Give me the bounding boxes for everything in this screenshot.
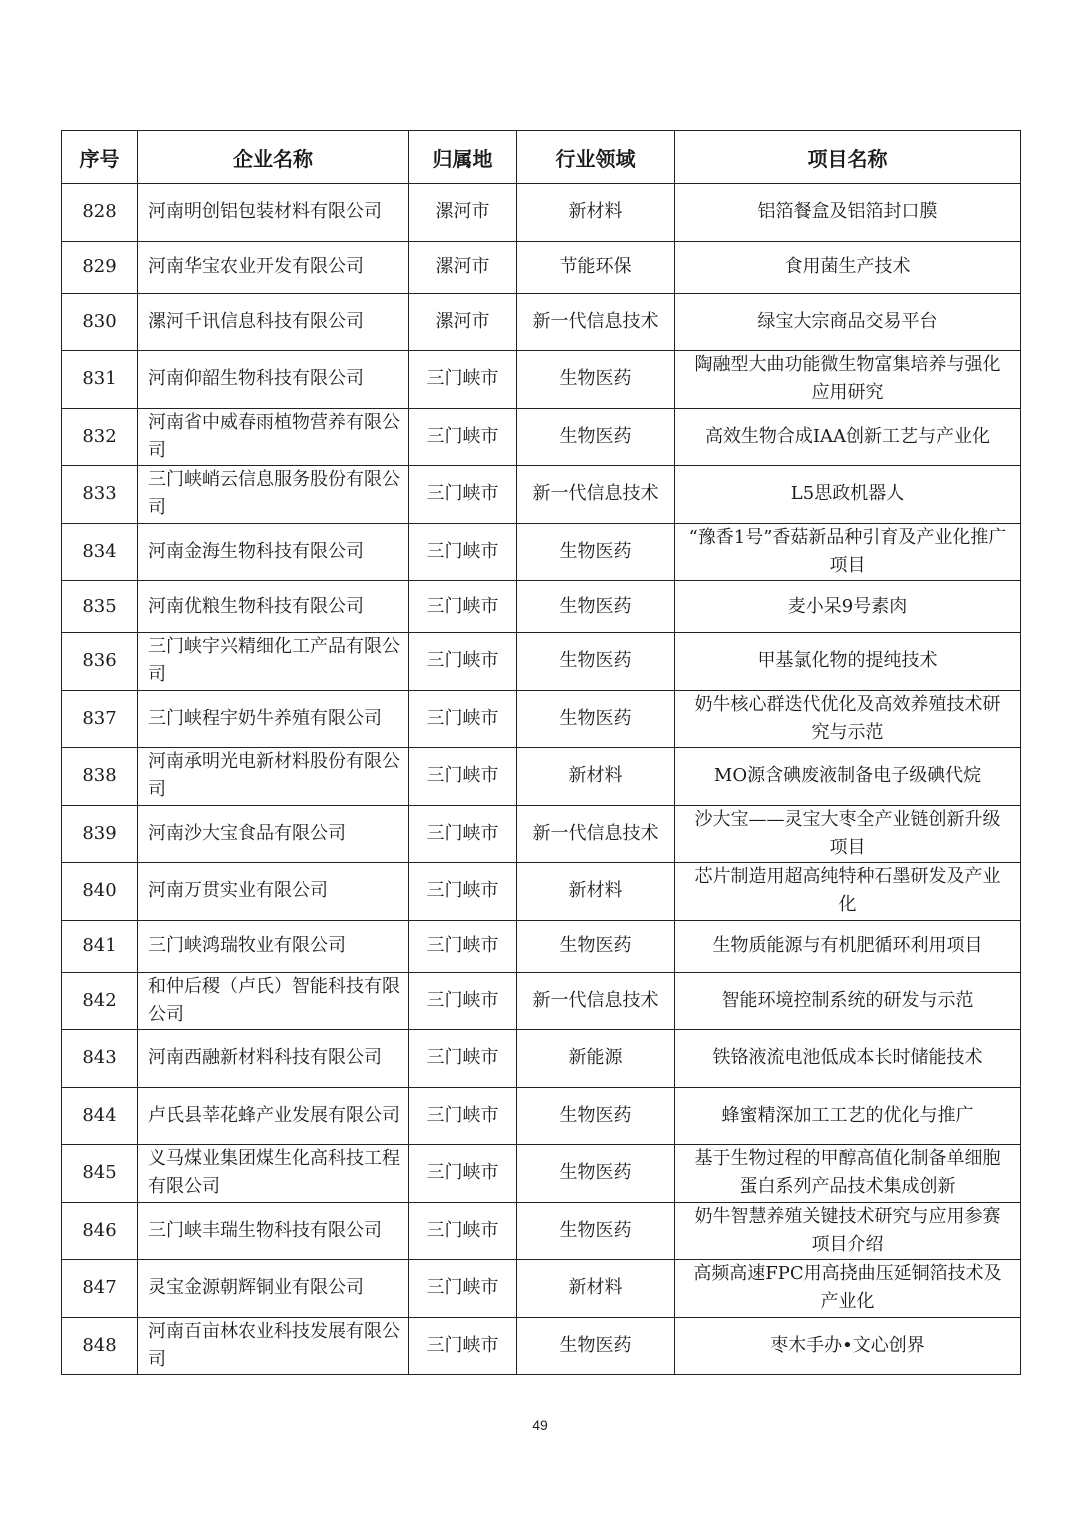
table-row xyxy=(62,184,1021,242)
cell-company: 三门峡峭云信息服务股份有限公司 xyxy=(138,466,409,524)
cell-project: 铝箔餐盒及铝箔封口膜 xyxy=(675,184,1021,242)
cell-project: 食用菌生产技术 xyxy=(675,241,1021,293)
cell-industry: 生物医药 xyxy=(517,1145,675,1203)
cell-industry: 生物医药 xyxy=(517,920,675,972)
cell-company: 三门峡宇兴精细化工产品有限公司 xyxy=(138,633,409,691)
cell-seq: 845 xyxy=(62,1145,138,1203)
cell-industry: 生物医药 xyxy=(517,633,675,691)
cell-city: 三门峡市 xyxy=(409,633,517,691)
table-row xyxy=(62,633,1021,691)
cell-project: 生物质能源与有机肥循环利用项目 xyxy=(675,920,1021,972)
cell-industry: 生物医药 xyxy=(517,690,675,748)
cell-city: 三门峡市 xyxy=(409,1030,517,1088)
cell-company: 三门峡丰瑞生物科技有限公司 xyxy=(138,1202,409,1260)
cell-seq: 841 xyxy=(62,920,138,972)
table-row xyxy=(62,1030,1021,1088)
table-row xyxy=(62,805,1021,863)
cell-industry: 新一代信息技术 xyxy=(517,466,675,524)
cell-project: 麦小呆9号素肉 xyxy=(675,581,1021,633)
table-row xyxy=(62,293,1021,351)
cell-city: 漯河市 xyxy=(409,293,517,351)
cell-project: 奶牛核心群迭代优化及高效养殖技术研究与示范 xyxy=(675,690,1021,748)
cell-seq: 830 xyxy=(62,293,138,351)
table-row xyxy=(62,581,1021,633)
cell-project: 甲基氯化物的提纯技术 xyxy=(675,633,1021,691)
table-body xyxy=(62,184,1021,1375)
cell-company: 河南明创铝包装材料有限公司 xyxy=(138,184,409,242)
cell-company: 河南仰韶生物科技有限公司 xyxy=(138,351,409,409)
header-industry: 行业领域 xyxy=(517,131,675,184)
cell-project: 基于生物过程的甲醇高值化制备单细胞蛋白系列产品技术集成创新 xyxy=(675,1145,1021,1203)
cell-seq: 843 xyxy=(62,1030,138,1088)
cell-project: 陶融型大曲功能微生物富集培养与强化应用研究 xyxy=(675,351,1021,409)
table-row xyxy=(62,690,1021,748)
table-row xyxy=(62,1145,1021,1203)
table-row xyxy=(62,920,1021,972)
cell-project: 高频高速FPC用高挠曲压延铜箔技术及产业化 xyxy=(675,1260,1021,1318)
cell-company: 义马煤业集团煤生化高科技工程有限公司 xyxy=(138,1145,409,1203)
cell-seq: 848 xyxy=(62,1317,138,1375)
cell-city: 三门峡市 xyxy=(409,408,517,466)
cell-industry: 生物医药 xyxy=(517,1087,675,1145)
cell-company: 灵宝金源朝辉铜业有限公司 xyxy=(138,1260,409,1318)
cell-seq: 844 xyxy=(62,1087,138,1145)
table-row xyxy=(62,408,1021,466)
cell-seq: 833 xyxy=(62,466,138,524)
cell-city: 三门峡市 xyxy=(409,748,517,806)
table-row xyxy=(62,466,1021,524)
cell-company: 河南百亩林农业科技发展有限公司 xyxy=(138,1317,409,1375)
cell-project: L5思政机器人 xyxy=(675,466,1021,524)
cell-project: 芯片制造用超高纯特种石墨研发及产业化 xyxy=(675,863,1021,921)
cell-seq: 837 xyxy=(62,690,138,748)
cell-city: 三门峡市 xyxy=(409,523,517,581)
cell-city: 三门峡市 xyxy=(409,1087,517,1145)
cell-company: 漯河千讯信息科技有限公司 xyxy=(138,293,409,351)
cell-industry: 节能环保 xyxy=(517,241,675,293)
cell-industry: 新材料 xyxy=(517,748,675,806)
table-row xyxy=(62,748,1021,806)
cell-city: 三门峡市 xyxy=(409,1202,517,1260)
cell-company: 和仲后稷（卢氏）智能科技有限公司 xyxy=(138,972,409,1030)
cell-project: 蜂蜜精深加工工艺的优化与推广 xyxy=(675,1087,1021,1145)
cell-seq: 839 xyxy=(62,805,138,863)
cell-industry: 生物医药 xyxy=(517,351,675,409)
cell-city: 三门峡市 xyxy=(409,972,517,1030)
header-city: 归属地 xyxy=(409,131,517,184)
table-row xyxy=(62,1202,1021,1260)
cell-seq: 831 xyxy=(62,351,138,409)
cell-industry: 新材料 xyxy=(517,1260,675,1318)
cell-company: 三门峡程宇奶牛养殖有限公司 xyxy=(138,690,409,748)
cell-project: 智能环境控制系统的研发与示范 xyxy=(675,972,1021,1030)
cell-project: 高效生物合成IAA创新工艺与产业化 xyxy=(675,408,1021,466)
table-row xyxy=(62,351,1021,409)
table-header-row xyxy=(62,131,1021,184)
table-row xyxy=(62,523,1021,581)
cell-company: 河南承明光电新材料股份有限公司 xyxy=(138,748,409,806)
cell-city: 漯河市 xyxy=(409,241,517,293)
cell-city: 三门峡市 xyxy=(409,1145,517,1203)
cell-city: 三门峡市 xyxy=(409,920,517,972)
page-number: 49 xyxy=(532,1417,548,1433)
cell-seq: 828 xyxy=(62,184,138,242)
cell-seq: 835 xyxy=(62,581,138,633)
project-table xyxy=(61,130,1021,1375)
cell-industry: 新一代信息技术 xyxy=(517,972,675,1030)
cell-company: 河南万贯实业有限公司 xyxy=(138,863,409,921)
cell-city: 三门峡市 xyxy=(409,690,517,748)
cell-industry: 生物医药 xyxy=(517,1317,675,1375)
table-row xyxy=(62,241,1021,293)
cell-industry: 新一代信息技术 xyxy=(517,293,675,351)
cell-seq: 829 xyxy=(62,241,138,293)
cell-industry: 新材料 xyxy=(517,184,675,242)
cell-project: 奶牛智慧养殖关键技术研究与应用参赛项目介绍 xyxy=(675,1202,1021,1260)
table-row xyxy=(62,1087,1021,1145)
cell-company: 河南华宝农业开发有限公司 xyxy=(138,241,409,293)
cell-city: 三门峡市 xyxy=(409,466,517,524)
cell-industry: 新材料 xyxy=(517,863,675,921)
cell-industry: 生物医药 xyxy=(517,523,675,581)
cell-industry: 生物医药 xyxy=(517,408,675,466)
project-table-container xyxy=(61,130,1020,1375)
cell-industry: 生物医药 xyxy=(517,581,675,633)
cell-industry: 生物医药 xyxy=(517,1202,675,1260)
cell-city: 漯河市 xyxy=(409,184,517,242)
cell-project: MO源含碘废液制备电子级碘代烷 xyxy=(675,748,1021,806)
cell-city: 三门峡市 xyxy=(409,863,517,921)
table-row xyxy=(62,972,1021,1030)
header-project: 项目名称 xyxy=(675,131,1021,184)
cell-company: 三门峡鸿瑞牧业有限公司 xyxy=(138,920,409,972)
cell-project: 枣木手办•文心创界 xyxy=(675,1317,1021,1375)
cell-seq: 832 xyxy=(62,408,138,466)
cell-seq: 834 xyxy=(62,523,138,581)
cell-project: 绿宝大宗商品交易平台 xyxy=(675,293,1021,351)
cell-company: 河南西融新材料科技有限公司 xyxy=(138,1030,409,1088)
cell-company: 河南金海生物科技有限公司 xyxy=(138,523,409,581)
cell-seq: 840 xyxy=(62,863,138,921)
cell-city: 三门峡市 xyxy=(409,805,517,863)
cell-seq: 838 xyxy=(62,748,138,806)
cell-seq: 846 xyxy=(62,1202,138,1260)
cell-project: 铁铬液流电池低成本长时储能技术 xyxy=(675,1030,1021,1088)
cell-company: 河南优粮生物科技有限公司 xyxy=(138,581,409,633)
cell-industry: 新一代信息技术 xyxy=(517,805,675,863)
cell-seq: 836 xyxy=(62,633,138,691)
cell-project: “豫香1号”香菇新品种引育及产业化推广项目 xyxy=(675,523,1021,581)
table-row xyxy=(62,863,1021,921)
header-seq: 序号 xyxy=(62,131,138,184)
cell-seq: 842 xyxy=(62,972,138,1030)
cell-city: 三门峡市 xyxy=(409,351,517,409)
cell-industry: 新能源 xyxy=(517,1030,675,1088)
header-company: 企业名称 xyxy=(138,131,409,184)
cell-company: 河南省中威春雨植物营养有限公司 xyxy=(138,408,409,466)
table-row xyxy=(62,1317,1021,1375)
cell-city: 三门峡市 xyxy=(409,1260,517,1318)
cell-city: 三门峡市 xyxy=(409,581,517,633)
cell-project: 沙大宝——灵宝大枣全产业链创新升级项目 xyxy=(675,805,1021,863)
cell-company: 卢氏县莘花蜂产业发展有限公司 xyxy=(138,1087,409,1145)
cell-company: 河南沙大宝食品有限公司 xyxy=(138,805,409,863)
table-row xyxy=(62,1260,1021,1318)
cell-seq: 847 xyxy=(62,1260,138,1318)
cell-city: 三门峡市 xyxy=(409,1317,517,1375)
